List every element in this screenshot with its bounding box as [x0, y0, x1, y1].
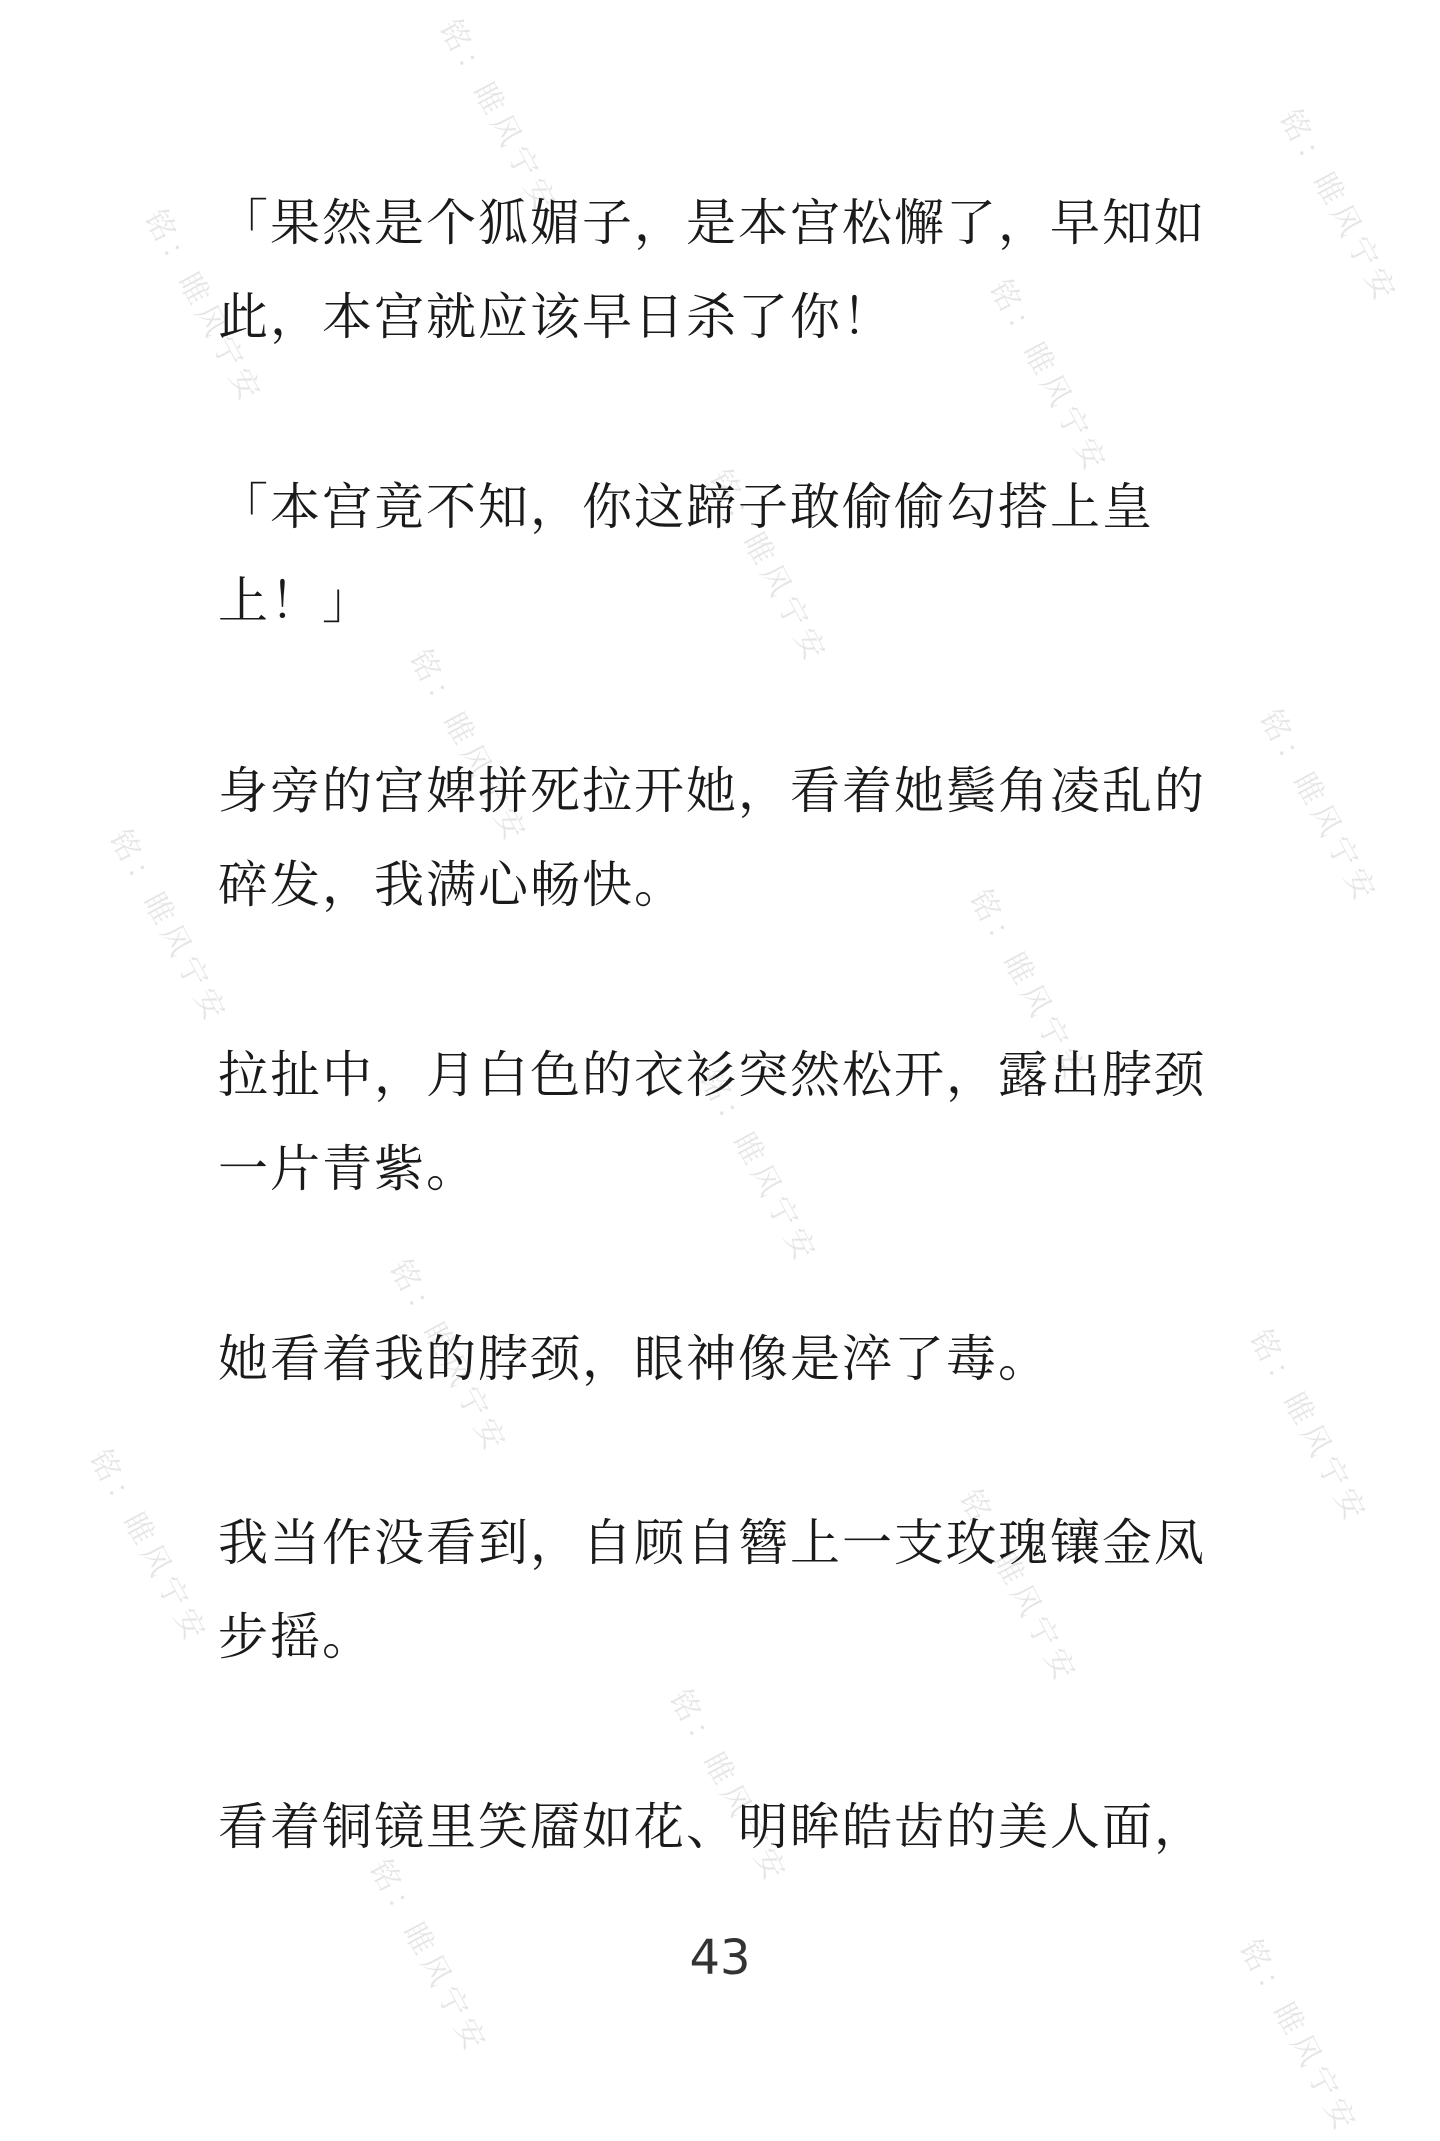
paragraph: 「果然是个狐媚子，是本宫松懈了，早知如 此，本宫就应该早日杀了你！ — [218, 194, 1206, 346]
watermark: 铭：睢风宁安 — [962, 883, 1095, 1091]
paragraph: 「本宫竟不知，你这蹄子敢偷偷勾搭上皇 上！」 — [218, 478, 1154, 630]
page-number: 43 — [689, 1930, 751, 1986]
watermark: 铭：睢风宁安 — [952, 1483, 1085, 1691]
watermark: 铭：睢风宁安 — [1242, 1323, 1375, 1531]
watermark: 铭：睢风宁安 — [662, 1683, 795, 1891]
watermark: 铭：睢风宁安 — [982, 273, 1115, 481]
paragraph: 她看着我的脖颈，眼神像是淬了毒。 — [218, 1330, 1050, 1388]
paragraph: 看着铜镜里笑靥如花、明眸皓齿的美人面， — [218, 1798, 1206, 1856]
paragraph: 身旁的宫婢拼死拉开她，看着她鬓角凌乱的 碎发，我满心畅快。 — [218, 762, 1206, 914]
paragraph: 拉扯中，月白色的衣衫突然松开，露出脖颈 一片青紫。 — [218, 1046, 1206, 1198]
watermark: 铭：睢风宁安 — [1272, 103, 1405, 311]
watermark: 铭：睢风宁安 — [137, 203, 270, 411]
watermark: 铭：睢风宁安 — [402, 643, 535, 851]
watermark: 铭：睢风宁安 — [1252, 703, 1385, 911]
paragraph: 我当作没看到，自顾自簪上一支玫瑰镶金凤 步摇。 — [218, 1514, 1206, 1666]
watermark: 铭：睢风宁安 — [702, 463, 835, 671]
watermark: 铭：睢风宁安 — [82, 1443, 215, 1651]
watermark: 铭：睢风宁安 — [362, 1853, 495, 2061]
watermark: 铭：睢风宁安 — [432, 13, 565, 221]
watermark: 铭：睢风宁安 — [692, 1063, 825, 1271]
watermark: 铭：睢风宁安 — [1232, 1933, 1365, 2141]
watermark: 铭：睢风宁安 — [102, 823, 235, 1031]
watermark: 铭：睢风宁安 — [382, 1253, 515, 1461]
